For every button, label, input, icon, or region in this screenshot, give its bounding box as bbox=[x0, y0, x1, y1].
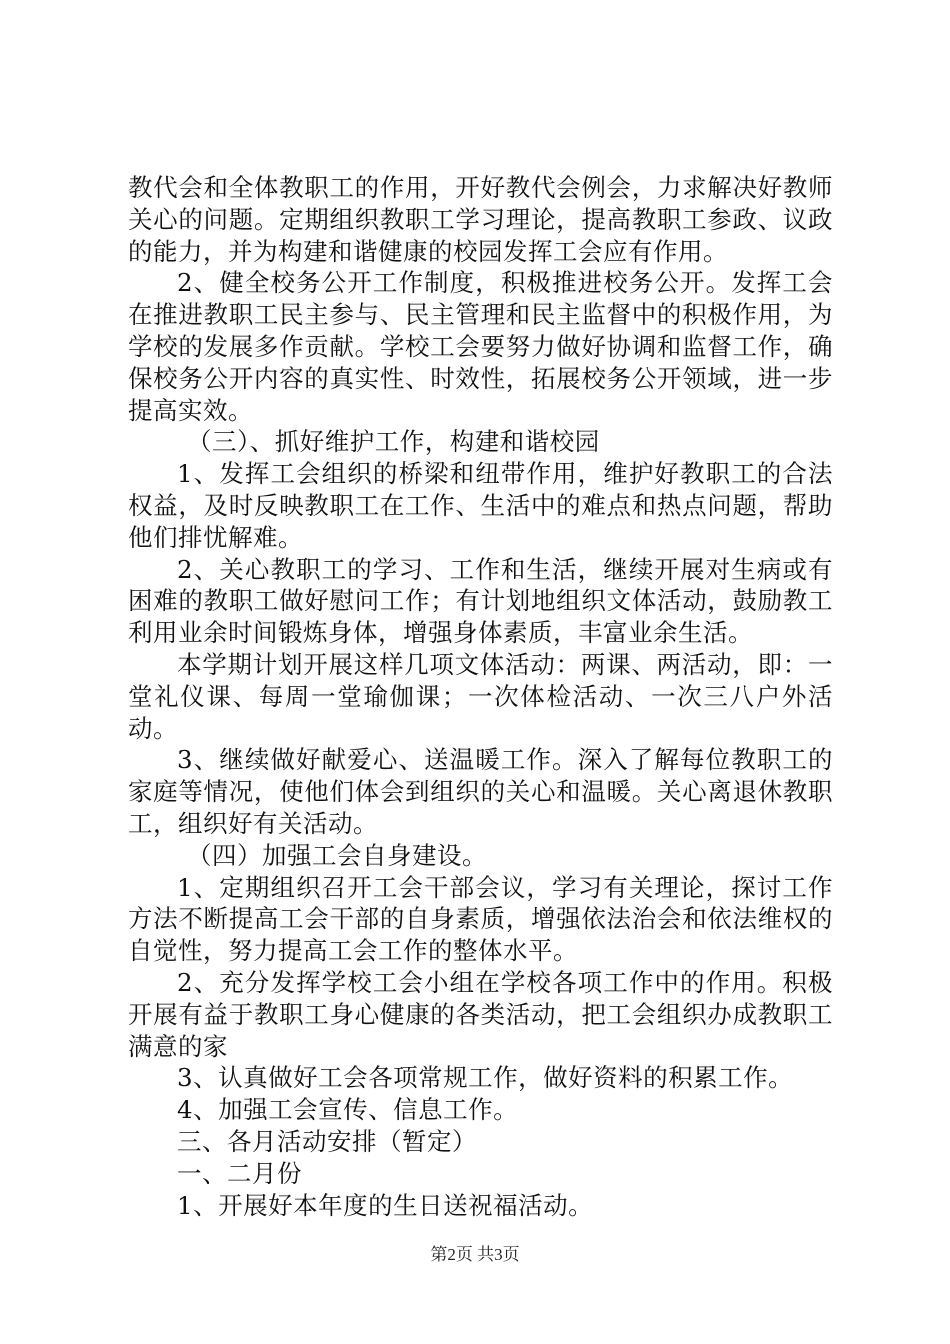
subheading-jan-feb: 一、二月份 bbox=[177, 1158, 302, 1188]
paragraph-item-1-rights: 1、发挥工会组织的桥梁和纽带作用，维护好教职工的合法权益，及时反映教职工在工作、生活中的难点和热点问题，帮助他们排忧解难。 bbox=[128, 459, 833, 552]
document-body bbox=[128, 172, 833, 1221]
paragraph-item-2-groups: 2、充分发挥学校工会小组在学校各项工作中的作用。积极开展有益于教职工身心健康的各类活动，把工会组织办成教职工满意的家 bbox=[128, 967, 833, 1061]
paragraph-item-2-care: 2、关心教职工的学习、工作和生活，继续开展对生病或有困难的教职工做好慰问工作；有计划地组织文体活动，鼓励教工利用业余时间锻炼身体，增强身体素质，丰富业余生活。 bbox=[128, 554, 833, 648]
paragraph-item-3-routine: 3、认真做好工会各项常规工作，做好资料的积累工作。 bbox=[177, 1063, 794, 1093]
paragraph-activities-plan: 本学期计划开展这样几项文体活动：两课、两活动，即：一堂礼仪课、每周一堂瑜伽课；一次体检活动、一次三八户外活动。 bbox=[128, 649, 833, 743]
paragraph-item-3-warmth: 3、继续做好献爱心、送温暖工作。深入了解每位教职工的家庭等情况，使他们体会到组织的关心和温暖。关心离退休教职工，组织好有关活动。 bbox=[128, 745, 833, 838]
paragraph-item-1-birthday: 1、开展好本年度的生日送祝福活动。 bbox=[177, 1190, 594, 1220]
section-heading-monthly: 三、各月活动安排（暂定） bbox=[177, 1126, 477, 1156]
paragraph-continued-intro: 教代会和全体教职工的作用，开好教代会例会，力求解决好教师关心的问题。定期组织教职工学习理论，提高教职工参政、议政的能力，并为构建和谐健康的校园发挥工会应有作用。 bbox=[128, 173, 833, 266]
section-heading-4: （四）加强工会自身建设。 bbox=[187, 840, 487, 870]
paragraph-item-1-cadre: 1、定期组织召开工会干部会议，学习有关理论，探讨工作方法不断提高工会干部的自身素质，增强依法治会和依法维权的自觉性，努力提高工会工作的整体水平。 bbox=[128, 872, 833, 966]
paragraph-item-4-publicity: 4、加强工会宣传、信息工作。 bbox=[177, 1095, 519, 1125]
section-heading-3: （三）、抓好维护工作，构建和谐校园 bbox=[187, 427, 600, 457]
page-footer: 第2页 共3页 bbox=[430, 1245, 520, 1264]
paragraph-item-2-open-affairs: 2、健全校务公开工作制度，积极推进校务公开。发挥工会在推进教职工民主参与、民主管理和民主监督中的积极作用，为学校的发展多作贡献。学校工会要努力做好协调和监督工作，确保校务公开内容的真实性、时效性，拓展校务公开领域，进一步提高实效。 bbox=[128, 268, 833, 425]
